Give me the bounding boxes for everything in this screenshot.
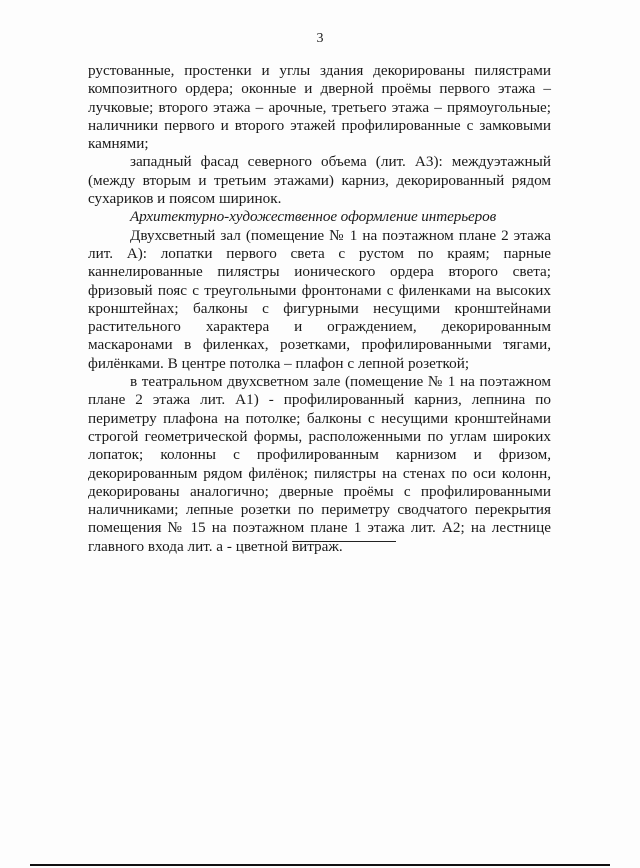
scan-bottom-edge: [30, 864, 610, 866]
separator-line: [292, 541, 396, 542]
paragraph-facade-continuation: рустованные, простенки и углы здания декорированы пилястрами композитного ордера; оконные и дверной проёмы первого этажа – лучковые; второго этажа – арочные, третьего этажа – прямоугольные; наличники первого и второго этажей профилированные с замковыми камнями;: [88, 62, 551, 153]
paragraph-theatre-hall: в театральном двухсветном зале (помещение № 1 на поэтажном плане 2 этажа лит. А1) - профилированный карниз, лепнина по периметру плафона на потолке; балконы с несущими кронштейнами строгой геометрической формы, расположенными по углам широких лопаток; колонны с профилированным карнизом и фризом, декорированным рядом филёнок; пилястры на стенах по оси колонн, декорированы аналогично; дверные проёмы с профилированными наличниками; лепные розетки по периметру сводчатого перекрытия помещения № 15 на поэтажном плане 1 этажа лит. А2; на лестнице главного входа лит. а - цветной витраж.: [88, 373, 551, 555]
page-number: 3: [316, 31, 324, 46]
section-heading-interiors: Архитектурно-художественное оформление интерьеров: [130, 208, 497, 226]
paragraph-west-facade: западный фасад северного объема (лит. А3): междуэтажный (между вторым и третьим этажами) карниз, декорированный рядом сухариков и поясом ширинок.: [88, 153, 551, 208]
paragraph-two-light-hall: Двухсветный зал (помещение № 1 на поэтажном плане 2 этажа лит. А): лопатки первого света с рустом по краям; парные каннелированные пилястры ионического ордера второго света; фризовый пояс с треугольными фронтонами с филенками на высоких кронштейнах; балконы с фигурными несущими кронштейнами растительного характера и ограждением, декорированным маскаронами в филенках, розетками, профилированными тягами, филёнками. В центре потолка – плафон с лепной розеткой;: [88, 226, 551, 372]
document-body: [88, 62, 551, 556]
